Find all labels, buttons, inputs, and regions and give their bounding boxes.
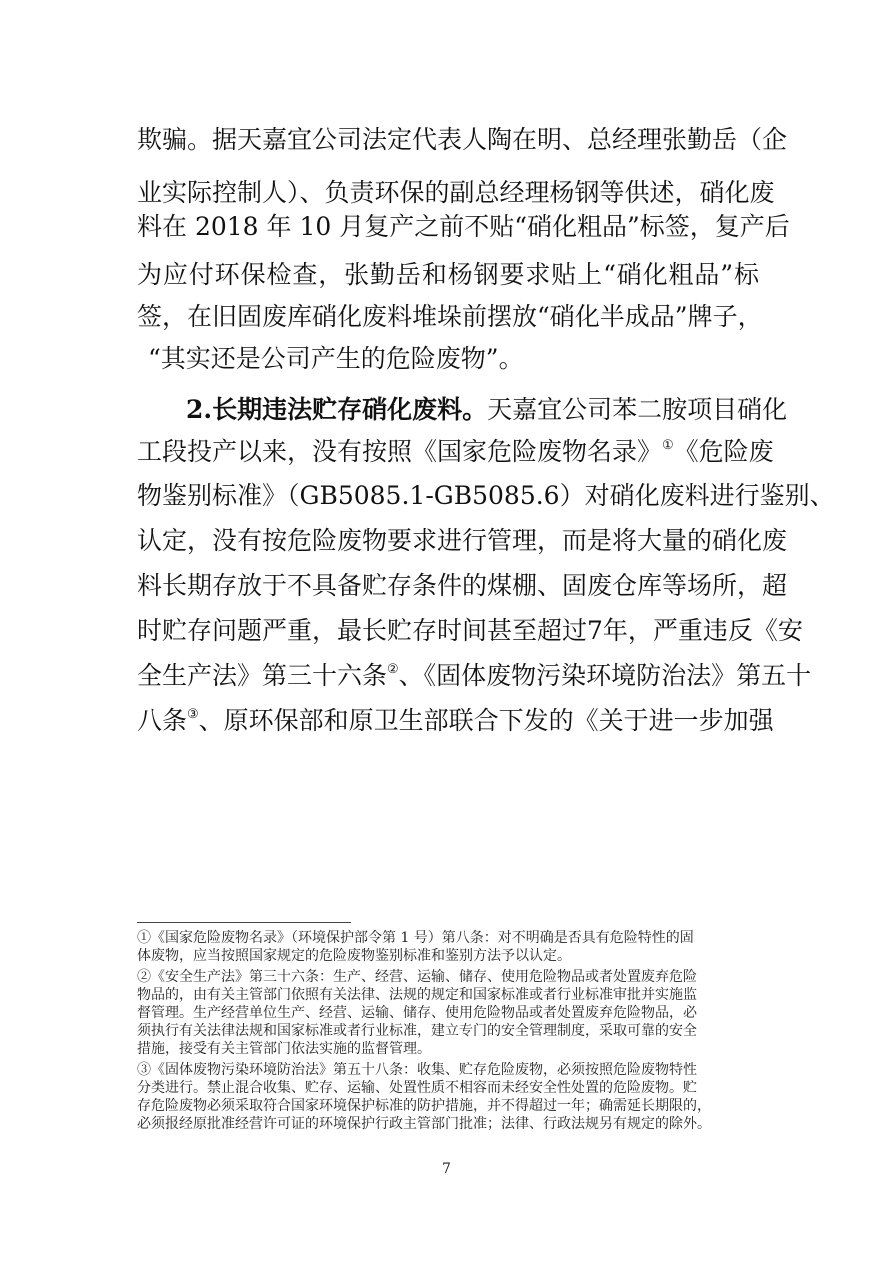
- body-line: 认定，没有按危险废物要求进行管理，而是将大量的硝化废: [137, 526, 788, 555]
- body-line: 时贮存问题严重，最长贮存时间甚至超过7年，严重违反《安: [137, 616, 803, 645]
- footnote-line: 必须报经原批准经营许可证的环境保护行政主管部门批准；法律、行政法规另有规定的除外。: [137, 1116, 711, 1132]
- body-line: 物鉴别标准》（GB5085.1-GB5085.6）对硝化废料进行鉴别、: [137, 481, 835, 510]
- footnote-ref[interactable]: ②: [387, 662, 399, 677]
- paragraph-2-first-line: [186, 395, 788, 425]
- body-line: 料在 2018 年 10 月复产之前不贴“硝化粗品”标签，复产后: [137, 212, 790, 241]
- body-text: 天嘉宜公司苯二胺项目硝化: [487, 395, 788, 424]
- body-text: 、原环保部和原卫生部联合下发的《关于进一步加强: [198, 706, 774, 735]
- footnote-line: 须执行有关法律法规和国家标准或者行业标准，建立专门的安全管理制度，采取可靠的安全: [137, 1023, 697, 1039]
- body-line: [137, 706, 774, 736]
- footnote-ref[interactable]: ③: [187, 707, 199, 722]
- body-text: 八条: [137, 706, 188, 735]
- footnote-line: 存危险废物必须采取符合国家环境保护标准的防护措施，并不得超过一年；确需延长期限的，: [137, 1098, 711, 1114]
- footnote-separator: [137, 922, 351, 923]
- body-line: 签，在旧固废库硝化废料堆垛前摆放“硝化半成品”牌子，: [137, 302, 763, 331]
- body-text: 《危险废: [673, 437, 774, 466]
- page-number: 7: [442, 1161, 451, 1177]
- footnote-ref[interactable]: ①: [662, 438, 674, 453]
- body-text: 全生产法》第三十六条: [137, 661, 388, 690]
- body-line: 为应付环保检查，张勤岳和杨钢要求贴上“硝化粗品”标: [137, 260, 759, 289]
- footnote-line: 物品的，由有关主管部门依照有关法律、法规的规定和国家标准或者行业标准审批并实施监: [137, 987, 697, 1003]
- footnote-line: ②《安全生产法》第三十六条：生产、经营、运输、储存、使用危险物品或者处置废弃危险: [137, 969, 697, 985]
- footnote-line: 督管理。生产经营单位生产、经营、运输、储存、使用危险物品或者处置废弃危险物品，必: [137, 1005, 697, 1021]
- footnote-line: 分类进行。禁止混合收集、贮存、运输、处置性质不相容而未经安全性处置的危险废物。贮: [137, 1080, 697, 1096]
- footnote-line: 措施，接受有关主管部门依法实施的监督管理。: [137, 1041, 431, 1057]
- body-line: “其实还是公司产生的危险废物”。: [148, 344, 524, 373]
- body-text: 工段投产以来，没有按照《国家危险废物名录》: [137, 437, 663, 466]
- footnote-line: 体废物，应当按照国家规定的危险废物鉴别标准和鉴别方法予以认定。: [137, 948, 571, 964]
- body-line: 料长期存放于不具备贮存条件的煤棚、固废仓库等场所，超: [137, 571, 788, 600]
- body-text: 、《固体废物污染环境防治法》第五十: [398, 661, 812, 690]
- footnote-line: ③《固体废物污染环境防治法》第五十八条：收集、贮存危险废物，必须按照危险废物特性: [137, 1062, 697, 1078]
- body-line: [137, 437, 774, 467]
- section-heading: 2.长期违法贮存硝化废料。: [186, 395, 488, 424]
- footnote-line: ①《国家危险废物名录》（环境保护部令第 1 号）第八条：对不明确是否具有危险特性的固: [137, 930, 694, 946]
- body-line: 业实际控制人）、负责环保的副总经理杨钢等供述，硝化废: [137, 178, 775, 207]
- body-line: [137, 661, 812, 691]
- body-line: 欺骗。据天嘉宜公司法定代表人陶在明、总经理张勤岳（企: [137, 125, 788, 154]
